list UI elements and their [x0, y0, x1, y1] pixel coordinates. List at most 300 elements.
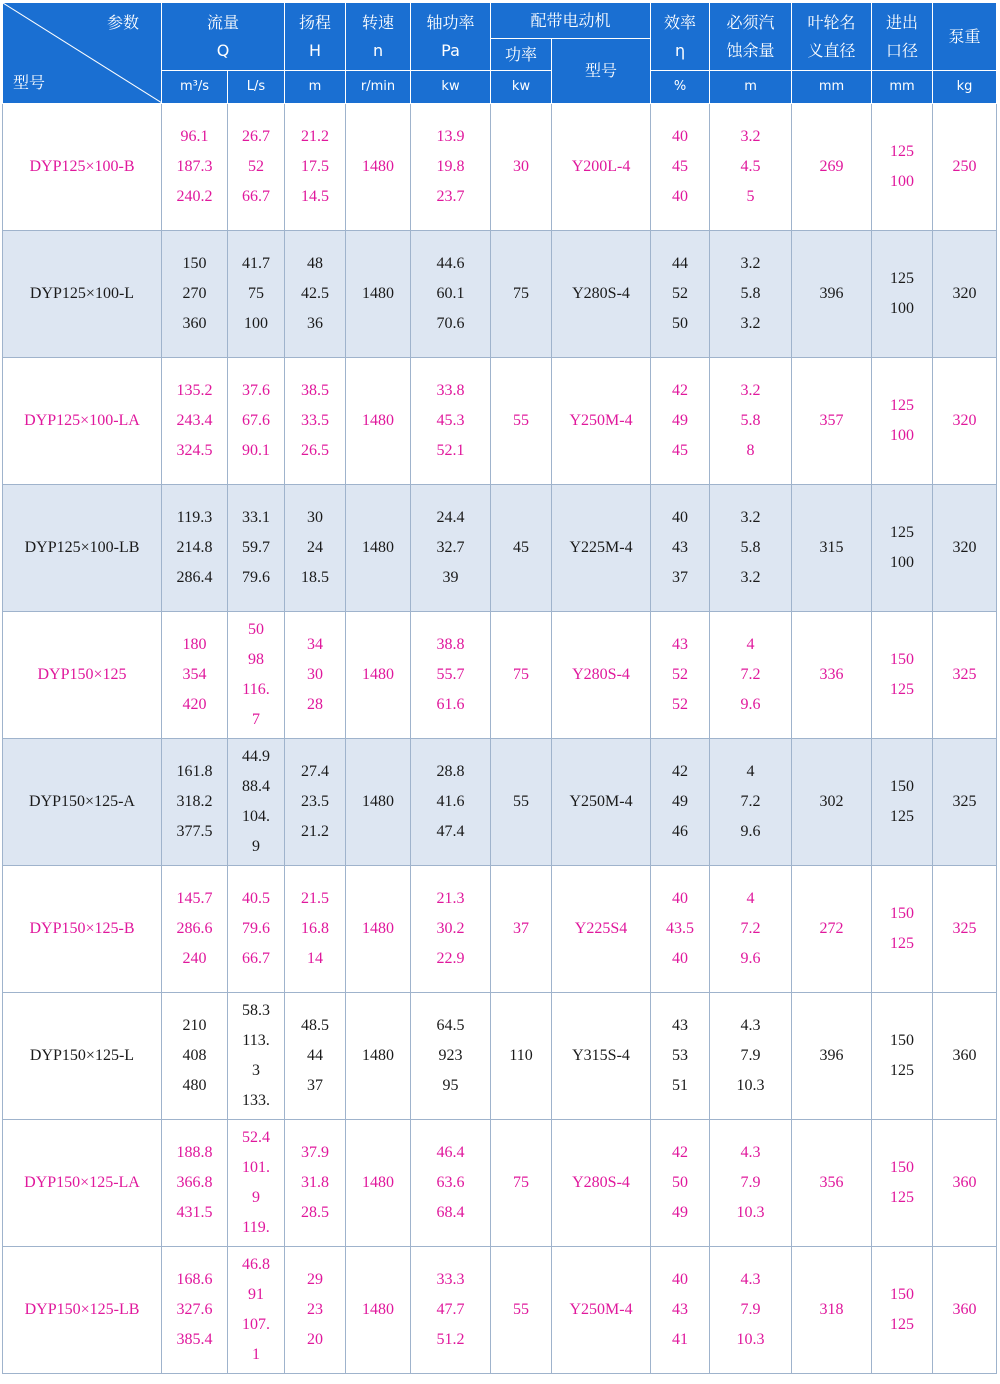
cell-motor-power: 75	[491, 231, 552, 358]
cell-weight: 360	[933, 993, 997, 1120]
cell-shaft-power-line: 47.4	[436, 823, 465, 840]
cell-shaft-power-line: 61.6	[436, 696, 465, 713]
cell-flow-ls-line: 104.	[242, 808, 270, 825]
cell-flow-ls-line: 7	[252, 711, 260, 728]
cell-flow-ls-line: 100	[244, 315, 268, 332]
cell-head	[285, 612, 346, 739]
cell-head-line: 16.8	[301, 920, 330, 937]
cell-flow-ls-line: 26.7	[242, 128, 270, 145]
cell-flow-ls-line: 107.	[242, 1316, 270, 1333]
cell-ports-line: 125	[890, 1062, 915, 1079]
cell-flow-ls-line: 9	[252, 838, 260, 855]
cell-flow-ls-line: 66.7	[242, 950, 270, 967]
cell-flow-m3-line: 150	[182, 255, 207, 272]
cell-shaft-power-line: 44.6	[436, 255, 465, 272]
cell-head-line: 23.5	[301, 793, 330, 810]
cell-head	[285, 104, 346, 231]
cell-flow-ls-line: 119.	[242, 1219, 270, 1236]
cell-npsh-line: 9.6	[740, 950, 761, 967]
cell-flow-ls	[228, 231, 285, 358]
cell-flow-ls-line: 116.	[242, 681, 270, 698]
cell-efficiency-line: 52	[672, 666, 689, 683]
cell-ports-line: 150	[890, 651, 915, 668]
cell-npsh-line: 7.9	[740, 1301, 761, 1318]
table-row	[3, 104, 997, 231]
cell-efficiency-line: 51	[672, 1077, 689, 1094]
cell-shaft-power	[411, 1120, 491, 1247]
cell-flow-ls-line: 79.6	[242, 920, 270, 937]
cell-npsh-line: 3.2	[740, 255, 761, 272]
cell-flow-m3-line: 180	[182, 636, 207, 653]
cell-speed: 1480	[346, 739, 411, 866]
cell-flow-ls-line: 98	[248, 651, 264, 668]
cell-efficiency	[651, 231, 710, 358]
header-head: 扬程 H	[285, 3, 346, 71]
cell-flow-m3	[162, 993, 228, 1120]
cell-npsh-line: 7.9	[740, 1174, 761, 1191]
cell-flow-ls	[228, 358, 285, 485]
cell-efficiency-line: 49	[672, 1204, 689, 1221]
cell-head-line: 17.5	[301, 158, 330, 175]
cell-model: DYP150×125-A	[3, 739, 162, 866]
cell-npsh	[710, 612, 792, 739]
cell-efficiency-line: 49	[672, 793, 689, 810]
cell-flow-m3	[162, 1120, 228, 1247]
cell-flow-m3-line: 385.4	[176, 1331, 213, 1348]
cell-efficiency	[651, 1120, 710, 1247]
cell-weight: 320	[933, 358, 997, 485]
cell-motor-model: Y250M-4	[552, 739, 651, 866]
cell-npsh-line: 5.8	[740, 285, 761, 302]
cell-speed: 1480	[346, 231, 411, 358]
cell-ports-line: 125	[890, 524, 915, 541]
cell-flow-ls-line: 59.7	[242, 539, 270, 556]
cell-head-line: 34	[307, 636, 324, 653]
cell-flow-ls-line: 113.	[242, 1032, 270, 1049]
cell-ports-line: 150	[890, 1032, 915, 1049]
cell-npsh-line: 7.2	[740, 793, 761, 810]
cell-weight: 250	[933, 104, 997, 231]
cell-flow-m3-line: 145.7	[176, 890, 213, 907]
unit-efficiency: %	[651, 71, 710, 104]
cell-motor-model: Y225M-4	[552, 485, 651, 612]
cell-flow-m3	[162, 612, 228, 739]
cell-flow-m3-line: 240.2	[176, 188, 213, 205]
cell-ports-line: 125	[890, 808, 915, 825]
cell-ports	[872, 1247, 933, 1374]
cell-shaft-power-line: 51.2	[436, 1331, 465, 1348]
cell-head-line: 23	[307, 1301, 324, 1318]
cell-head-line: 37.9	[301, 1144, 330, 1161]
cell-motor-power: 45	[491, 485, 552, 612]
cell-flow-m3-line: 161.8	[176, 763, 213, 780]
cell-flow-m3	[162, 104, 228, 231]
pump-spec-table	[2, 2, 997, 1374]
unit-motor-power: kw	[491, 71, 552, 104]
cell-efficiency-line: 44	[672, 255, 689, 272]
cell-speed: 1480	[346, 358, 411, 485]
cell-ports-line: 100	[890, 427, 915, 444]
cell-npsh-line: 10.3	[736, 1331, 765, 1348]
cell-ports	[872, 1120, 933, 1247]
cell-shaft-power-line: 95	[442, 1077, 459, 1094]
cell-head-line: 24	[307, 539, 324, 556]
cell-shaft-power-line: 22.9	[436, 950, 465, 967]
cell-head-line: 26.5	[301, 442, 330, 459]
cell-speed: 1480	[346, 1247, 411, 1374]
cell-head	[285, 358, 346, 485]
cell-npsh	[710, 104, 792, 231]
cell-ports-line: 100	[890, 300, 915, 317]
cell-efficiency	[651, 485, 710, 612]
cell-flow-ls-line: 1	[252, 1346, 260, 1363]
header-motor: 配带电动机	[491, 3, 651, 39]
cell-impeller: 272	[792, 866, 872, 993]
cell-efficiency-line: 40	[672, 890, 689, 907]
cell-shaft-power	[411, 104, 491, 231]
cell-flow-ls	[228, 866, 285, 993]
cell-weight: 325	[933, 866, 997, 993]
header-npsh: 必须汽 蚀余量	[710, 3, 792, 71]
cell-efficiency-line: 41	[672, 1331, 689, 1348]
cell-flow-ls	[228, 485, 285, 612]
model-label: 型号	[13, 73, 46, 92]
cell-ports	[872, 739, 933, 866]
cell-npsh-line: 7.9	[740, 1047, 761, 1064]
cell-flow-m3-line: 324.5	[176, 442, 213, 459]
cell-efficiency-line: 46	[672, 823, 689, 840]
cell-efficiency-line: 40	[672, 1271, 689, 1288]
table-row	[3, 1247, 997, 1374]
cell-flow-m3-line: 377.5	[176, 823, 213, 840]
cell-flow-m3-line: 286.6	[176, 920, 213, 937]
cell-impeller: 336	[792, 612, 872, 739]
cell-impeller: 318	[792, 1247, 872, 1374]
cell-flow-ls-line: 3	[252, 1062, 260, 1079]
cell-shaft-power-line: 46.4	[436, 1144, 465, 1161]
cell-head-line: 14.5	[301, 188, 330, 205]
cell-flow-m3	[162, 358, 228, 485]
cell-flow-ls	[228, 612, 285, 739]
cell-head-line: 37	[307, 1077, 324, 1094]
cell-flow-m3-line: 270	[182, 285, 207, 302]
cell-efficiency-line: 42	[672, 763, 689, 780]
cell-npsh-line: 3.2	[740, 315, 761, 332]
cell-efficiency-line: 50	[672, 315, 689, 332]
cell-motor-power: 55	[491, 739, 552, 866]
cell-flow-ls-line: 50	[248, 621, 264, 638]
cell-npsh-line: 3.2	[740, 569, 761, 586]
cell-head	[285, 1247, 346, 1374]
header-corner-cell	[3, 3, 162, 104]
cell-head-line: 30	[307, 666, 324, 683]
cell-efficiency-line: 40	[672, 188, 689, 205]
cell-shaft-power-line: 13.9	[436, 128, 465, 145]
cell-ports	[872, 358, 933, 485]
unit-flow-ls: L/s	[228, 71, 285, 104]
cell-ports-line: 125	[890, 1316, 915, 1333]
unit-npsh: m	[710, 71, 792, 104]
cell-npsh-line: 4	[746, 763, 755, 780]
cell-flow-m3-line: 210	[182, 1017, 207, 1034]
cell-flow-ls	[228, 739, 285, 866]
cell-npsh-line: 4.3	[740, 1017, 761, 1034]
cell-model: DYP125×100-L	[3, 231, 162, 358]
cell-model: DYP125×100-B	[3, 104, 162, 231]
table-row	[3, 739, 997, 866]
cell-impeller: 269	[792, 104, 872, 231]
cell-ports-line: 125	[890, 270, 915, 287]
cell-flow-m3-line: 327.6	[176, 1301, 213, 1318]
cell-efficiency-line: 43	[672, 539, 689, 556]
cell-flow-ls-line: 52.4	[242, 1129, 270, 1146]
cell-efficiency-line: 43	[672, 1017, 689, 1034]
cell-flow-m3	[162, 866, 228, 993]
cell-efficiency-line: 53	[672, 1047, 689, 1064]
cell-impeller: 356	[792, 1120, 872, 1247]
cell-ports-line: 125	[890, 681, 915, 698]
cell-efficiency	[651, 993, 710, 1120]
cell-flow-m3-line: 188.8	[176, 1144, 213, 1161]
cell-shaft-power-line: 45.3	[436, 412, 465, 429]
cell-model: DYP125×100-LB	[3, 485, 162, 612]
unit-weight: kg	[933, 71, 997, 104]
header-weight: 泵重	[933, 3, 997, 71]
cell-npsh-line: 4	[746, 890, 755, 907]
table-row	[3, 993, 997, 1120]
cell-flow-ls-line: 33.1	[242, 509, 270, 526]
cell-flow-ls-line: 46.8	[242, 1256, 270, 1273]
cell-shaft-power-line: 60.1	[436, 285, 465, 302]
cell-ports-line: 125	[890, 935, 915, 952]
table-row	[3, 358, 997, 485]
cell-npsh-line: 10.3	[736, 1077, 765, 1094]
cell-model: DYP150×125-LB	[3, 1247, 162, 1374]
cell-flow-m3	[162, 231, 228, 358]
cell-flow-m3-line: 119.3	[176, 509, 213, 526]
cell-weight: 320	[933, 485, 997, 612]
cell-head-line: 48.5	[301, 1017, 330, 1034]
cell-flow-ls	[228, 104, 285, 231]
cell-efficiency-line: 43.5	[666, 920, 695, 937]
unit-head: m	[285, 71, 346, 104]
param-label: 参数	[106, 13, 139, 32]
cell-ports	[872, 485, 933, 612]
cell-head	[285, 231, 346, 358]
cell-model: DYP150×125-L	[3, 993, 162, 1120]
cell-shaft-power-line: 64.5	[436, 1017, 465, 1034]
cell-npsh-line: 3.2	[740, 382, 761, 399]
cell-shaft-power-line: 68.4	[436, 1204, 465, 1221]
cell-head-line: 14	[307, 950, 324, 967]
cell-ports-line: 125	[890, 1189, 915, 1206]
cell-flow-ls-line: 79.6	[242, 569, 270, 586]
unit-shaft: kw	[411, 71, 491, 104]
cell-ports	[872, 993, 933, 1120]
cell-head-line: 36	[307, 315, 324, 332]
cell-motor-model: Y315S-4	[552, 993, 651, 1120]
cell-ports-line: 100	[890, 173, 915, 190]
cell-head-line: 21.5	[301, 890, 330, 907]
cell-ports-line: 150	[890, 905, 915, 922]
cell-shaft-power	[411, 485, 491, 612]
cell-shaft-power-line: 33.8	[436, 382, 465, 399]
cell-npsh-line: 7.2	[740, 666, 761, 683]
cell-npsh-line: 5.8	[740, 539, 761, 556]
cell-model: DYP150×125	[3, 612, 162, 739]
cell-npsh	[710, 1247, 792, 1374]
cell-flow-ls-line: 52	[248, 158, 264, 175]
cell-npsh-line: 8	[746, 442, 755, 459]
cell-npsh	[710, 231, 792, 358]
cell-efficiency	[651, 358, 710, 485]
cell-head-line: 42.5	[301, 285, 330, 302]
cell-ports-line: 125	[890, 397, 915, 414]
cell-efficiency-line: 43	[672, 636, 689, 653]
unit-speed: r/min	[346, 71, 411, 104]
cell-efficiency	[651, 104, 710, 231]
cell-efficiency-line: 42	[672, 1144, 689, 1161]
cell-impeller: 396	[792, 993, 872, 1120]
cell-motor-model: Y280S-4	[552, 1120, 651, 1247]
cell-npsh-line: 7.2	[740, 920, 761, 937]
cell-ports	[872, 612, 933, 739]
cell-flow-m3-line: 240	[182, 950, 207, 967]
cell-speed: 1480	[346, 485, 411, 612]
cell-efficiency-line: 50	[672, 1174, 689, 1191]
cell-npsh-line: 4.3	[740, 1271, 761, 1288]
table-row	[3, 1120, 997, 1247]
cell-flow-ls-line: 40.5	[242, 890, 270, 907]
cell-flow-m3-line: 243.4	[176, 412, 213, 429]
cell-efficiency	[651, 1247, 710, 1374]
cell-flow-m3-line: 420	[182, 696, 207, 713]
cell-ports-line: 125	[890, 143, 915, 160]
table-row	[3, 231, 997, 358]
cell-head-line: 21.2	[301, 128, 330, 145]
cell-flow-m3-line: 318.2	[176, 793, 213, 810]
cell-efficiency-line: 45	[672, 442, 689, 459]
cell-flow-m3-line: 366.8	[176, 1174, 213, 1191]
cell-efficiency	[651, 612, 710, 739]
cell-flow-m3-line: 431.5	[176, 1204, 213, 1221]
cell-shaft-power-line: 23.7	[436, 188, 465, 205]
unit-flow-m3: m³/s	[162, 71, 228, 104]
cell-shaft-power	[411, 993, 491, 1120]
cell-shaft-power-line: 19.8	[436, 158, 465, 175]
cell-impeller: 302	[792, 739, 872, 866]
cell-head-line: 28	[307, 696, 324, 713]
cell-ports-line: 150	[890, 778, 915, 795]
cell-flow-m3-line: 96.1	[180, 128, 209, 145]
header-impeller: 叶轮名 义直径	[792, 3, 872, 71]
cell-head	[285, 485, 346, 612]
cell-npsh-line: 5.8	[740, 412, 761, 429]
cell-ports	[872, 104, 933, 231]
cell-motor-power: 55	[491, 358, 552, 485]
cell-impeller: 396	[792, 231, 872, 358]
cell-speed: 1480	[346, 104, 411, 231]
cell-shaft-power	[411, 358, 491, 485]
cell-head	[285, 866, 346, 993]
cell-efficiency-line: 37	[672, 569, 689, 586]
cell-head	[285, 993, 346, 1120]
cell-head-line: 30	[307, 509, 324, 526]
cell-flow-m3-line: 480	[182, 1077, 207, 1094]
cell-efficiency-line: 42	[672, 382, 689, 399]
header-efficiency: 效率 η	[651, 3, 710, 71]
cell-head-line: 29	[307, 1271, 324, 1288]
cell-flow-ls-line: 133.	[242, 1092, 270, 1109]
cell-npsh	[710, 358, 792, 485]
table-header	[3, 3, 997, 104]
cell-motor-model: Y280S-4	[552, 231, 651, 358]
cell-flow-m3-line: 360	[182, 315, 207, 332]
cell-ports	[872, 231, 933, 358]
cell-flow-ls-line: 91	[248, 1286, 264, 1303]
cell-weight: 320	[933, 231, 997, 358]
cell-flow-ls-line: 9	[252, 1189, 260, 1206]
unit-ports: mm	[872, 71, 933, 104]
cell-shaft-power-line: 32.7	[436, 539, 465, 556]
cell-flow-ls-line: 88.4	[242, 778, 270, 795]
cell-flow-m3-line: 187.3	[176, 158, 213, 175]
cell-efficiency-line: 40	[672, 509, 689, 526]
cell-ports-line: 150	[890, 1286, 915, 1303]
cell-head-line: 38.5	[301, 382, 330, 399]
cell-flow-m3-line: 408	[182, 1047, 207, 1064]
cell-motor-power: 75	[491, 1120, 552, 1247]
cell-shaft-power-line: 47.7	[436, 1301, 465, 1318]
cell-npsh	[710, 866, 792, 993]
cell-efficiency	[651, 866, 710, 993]
header-motor-power: 功率	[491, 39, 552, 71]
cell-npsh-line: 3.2	[740, 509, 761, 526]
cell-flow-m3	[162, 1247, 228, 1374]
cell-flow-ls-line: 101.	[242, 1159, 270, 1176]
cell-efficiency-line: 40	[672, 128, 689, 145]
cell-shaft-power	[411, 1247, 491, 1374]
cell-weight: 360	[933, 1120, 997, 1247]
cell-npsh-line: 9.6	[740, 696, 761, 713]
cell-efficiency-line: 45	[672, 158, 689, 175]
cell-npsh-line: 3.2	[740, 128, 761, 145]
cell-head-line: 21.2	[301, 823, 330, 840]
cell-flow-ls-line: 75	[248, 285, 264, 302]
cell-head-line: 27.4	[301, 763, 330, 780]
cell-head	[285, 1120, 346, 1247]
table-row	[3, 485, 997, 612]
cell-npsh	[710, 1120, 792, 1247]
cell-shaft-power-line: 52.1	[436, 442, 465, 459]
cell-flow-ls-line: 37.6	[242, 382, 270, 399]
cell-shaft-power-line: 923	[438, 1047, 463, 1064]
cell-shaft-power	[411, 231, 491, 358]
cell-speed: 1480	[346, 612, 411, 739]
cell-motor-model: Y200L-4	[552, 104, 651, 231]
cell-shaft-power-line: 41.6	[436, 793, 465, 810]
cell-impeller: 315	[792, 485, 872, 612]
cell-speed: 1480	[346, 1120, 411, 1247]
cell-efficiency-line: 52	[672, 285, 689, 302]
cell-shaft-power	[411, 866, 491, 993]
header-flow: 流量 Q	[162, 3, 285, 71]
cell-motor-power: 37	[491, 866, 552, 993]
cell-shaft-power-line: 70.6	[436, 315, 465, 332]
cell-speed: 1480	[346, 866, 411, 993]
cell-head-line: 20	[307, 1331, 324, 1348]
cell-npsh	[710, 485, 792, 612]
